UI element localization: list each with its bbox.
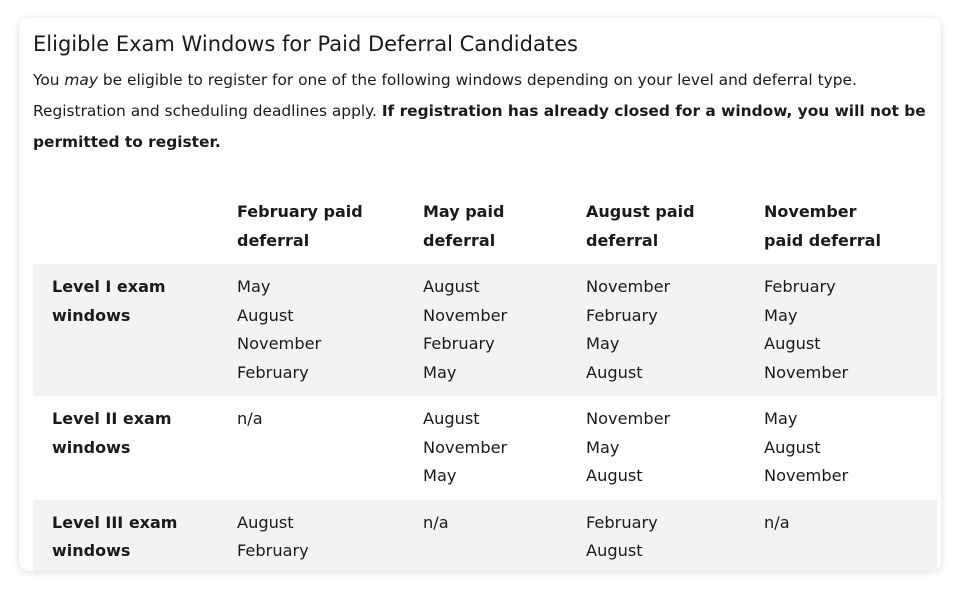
header-february xyxy=(237,196,423,264)
section-title: Eligible Exam Windows for Paid Deferral Candidates xyxy=(33,32,578,56)
cell xyxy=(423,264,586,396)
row-label-text: Level III exam windows xyxy=(52,512,178,560)
cell-value: August xyxy=(423,277,480,296)
cell xyxy=(586,500,764,572)
row-label-text: Level II exam windows xyxy=(52,409,172,457)
cell-value: n/a xyxy=(764,512,790,532)
cell-value: August xyxy=(237,512,294,532)
header-november-label: November paid deferral xyxy=(764,202,881,250)
cell xyxy=(586,264,764,396)
intro-text-2: be eligible to register for one of the following windows depending on your level and deferral type. Registration and scheduling deadlines apply. xyxy=(33,71,857,120)
cell xyxy=(586,396,764,500)
intro-text-1: You xyxy=(33,71,65,89)
cell-value: February xyxy=(586,305,658,325)
table-row-level-3 xyxy=(33,500,937,572)
table-row-level-2 xyxy=(33,396,937,500)
cell xyxy=(764,396,937,500)
content-card xyxy=(19,18,941,571)
intro-emphasis: may xyxy=(64,71,98,89)
cell-value: February xyxy=(237,541,309,560)
cell xyxy=(237,396,423,500)
cell xyxy=(764,500,937,572)
header-may-label: May paid deferral xyxy=(423,202,505,250)
cell xyxy=(764,264,937,396)
cell-value: November xyxy=(237,334,322,353)
header-february-label: February paid deferral xyxy=(237,202,363,250)
cell-value: February xyxy=(237,362,309,382)
cell-value: November xyxy=(423,437,508,457)
row-label-level-3 xyxy=(33,500,237,572)
row-label-level-2 xyxy=(33,396,237,500)
intro-paragraph xyxy=(33,65,933,158)
cell-value: February xyxy=(586,512,658,532)
cell xyxy=(423,396,586,500)
row-label-level-1 xyxy=(33,264,237,396)
cell-value: May xyxy=(423,466,457,485)
cell xyxy=(423,500,586,572)
cell-value: November xyxy=(764,466,849,485)
header-may xyxy=(423,196,586,264)
table-row-level-1 xyxy=(33,264,937,396)
cell-value: February xyxy=(423,334,495,353)
cell xyxy=(237,264,423,396)
exam-windows-table xyxy=(33,196,937,571)
header-november xyxy=(764,196,937,264)
cell-value: May xyxy=(764,409,798,428)
cell-value: n/a xyxy=(423,512,449,532)
cell-value: August xyxy=(237,305,294,325)
header-blank xyxy=(33,196,237,264)
cell-value: August xyxy=(586,541,643,560)
table-header-row xyxy=(33,196,937,264)
cell-value: August xyxy=(764,334,821,353)
cell-value: May xyxy=(586,437,620,457)
header-august-label: August paid deferral xyxy=(586,202,695,250)
cell-value: August xyxy=(423,409,480,428)
cell-value: November xyxy=(586,277,671,296)
cell-value: November xyxy=(423,305,508,325)
cell-value: August xyxy=(586,466,643,485)
row-label-text: Level I exam windows xyxy=(52,277,166,325)
cell-value: November xyxy=(586,409,671,428)
cell-value: May xyxy=(764,305,798,325)
cell-value: n/a xyxy=(237,409,263,428)
intro-bold-warning: If registration has already closed for a window, you will not be permitted to register. xyxy=(33,102,926,151)
cell-value: May xyxy=(586,334,620,353)
cell-value: May xyxy=(237,277,271,296)
cell xyxy=(237,500,423,572)
cell-value: August xyxy=(764,437,821,457)
cell-value: November xyxy=(764,362,849,382)
cell-value: August xyxy=(586,362,643,382)
header-august xyxy=(586,196,764,264)
cell-value: February xyxy=(764,277,836,296)
cell-value: May xyxy=(423,362,457,382)
